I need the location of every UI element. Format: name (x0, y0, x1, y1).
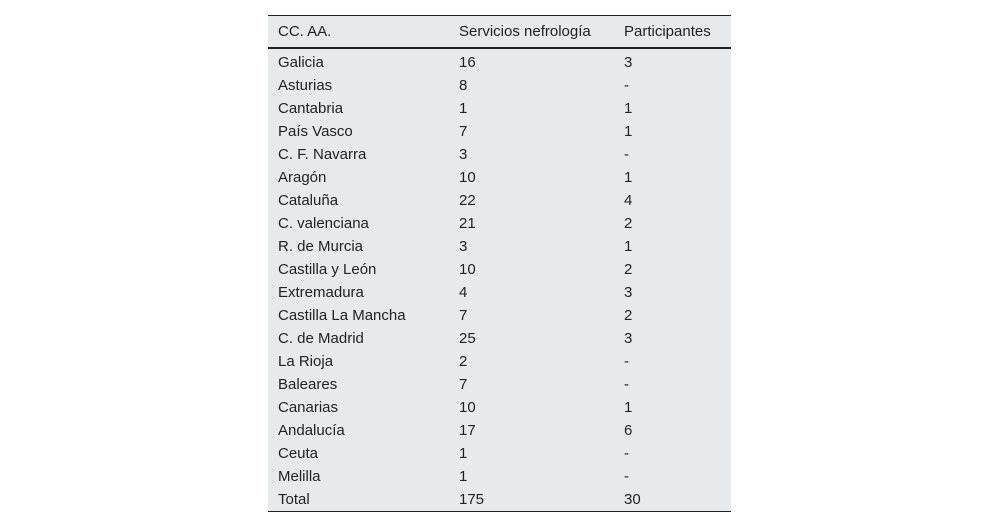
cell-services: 1 (459, 100, 468, 117)
table-row (268, 396, 731, 419)
cell-region: R. de Murcia (278, 238, 364, 255)
cell-participants: - (624, 353, 629, 370)
cell-region: Andalucía (278, 422, 345, 439)
cell-participants: 1 (624, 399, 633, 416)
table-row (268, 212, 731, 235)
cell-region: Total (278, 491, 310, 508)
cell-region: Cantabria (278, 100, 344, 117)
table-header (268, 16, 731, 48)
cell-services: 7 (459, 307, 468, 324)
table-row (268, 419, 731, 442)
table-row (268, 48, 731, 74)
cell-services: 10 (459, 399, 476, 416)
data-table-container (268, 15, 731, 512)
cell-participants: 3 (624, 284, 633, 301)
cell-services: 4 (459, 284, 468, 301)
cell-services: 22 (459, 192, 476, 209)
table-row (268, 465, 731, 488)
cell-participants: 2 (624, 261, 633, 278)
cell-services: 21 (459, 215, 476, 232)
cell-services: 10 (459, 169, 476, 186)
header-participants: Participantes (614, 16, 731, 48)
cell-services: 175 (459, 491, 485, 508)
cell-participants: 1 (624, 169, 633, 186)
cell-participants: - (624, 146, 629, 163)
cell-region: Baleares (278, 376, 338, 393)
table-row (268, 442, 731, 465)
cell-region: C. valenciana (278, 215, 369, 232)
cell-region: Extremadura (278, 284, 364, 301)
cell-region: C. de Madrid (278, 330, 364, 347)
cell-participants: 30 (624, 491, 641, 508)
cell-region: Cataluña (278, 192, 339, 209)
cell-region: C. F. Navarra (278, 146, 367, 163)
table-row (268, 235, 731, 258)
cell-region: La Rioja (278, 353, 334, 370)
header-row (268, 16, 731, 48)
total-row (268, 488, 731, 511)
cell-participants: 1 (624, 123, 633, 140)
cell-participants: - (624, 468, 629, 485)
cell-region: Castilla y León (278, 261, 377, 278)
cell-region: Asturias (278, 77, 333, 94)
cell-participants: 1 (624, 238, 633, 255)
header-services: Servicios nefrología (449, 16, 614, 48)
nephrology-services-table (268, 16, 731, 511)
table-row (268, 189, 731, 212)
cell-participants: 1 (624, 100, 633, 117)
cell-region: Castilla La Mancha (278, 307, 406, 324)
table-row (268, 281, 731, 304)
cell-services: 25 (459, 330, 476, 347)
cell-region: País Vasco (278, 123, 353, 140)
cell-participants: - (624, 445, 629, 462)
cell-services: 8 (459, 77, 468, 94)
cell-services: 16 (459, 54, 476, 71)
table-row (268, 74, 731, 97)
cell-region: Galicia (278, 54, 324, 71)
cell-services: 1 (459, 445, 468, 462)
cell-participants: 4 (624, 192, 633, 209)
table-row (268, 97, 731, 120)
cell-region: Canarias (278, 399, 339, 416)
cell-participants: 2 (624, 215, 633, 232)
cell-participants: - (624, 376, 629, 393)
cell-region: Aragón (278, 169, 327, 186)
table-body (268, 48, 731, 511)
cell-services: 3 (459, 238, 468, 255)
table-row (268, 327, 731, 350)
cell-services: 7 (459, 376, 468, 393)
table-row (268, 373, 731, 396)
cell-services: 17 (459, 422, 476, 439)
cell-services: 7 (459, 123, 468, 140)
table-row (268, 143, 731, 166)
cell-region: Ceuta (278, 445, 319, 462)
cell-participants: 6 (624, 422, 633, 439)
table-row (268, 166, 731, 189)
cell-services: 1 (459, 468, 468, 485)
cell-services: 10 (459, 261, 476, 278)
cell-region: Melilla (278, 468, 321, 485)
cell-participants: 2 (624, 307, 633, 324)
table-row (268, 120, 731, 143)
cell-services: 2 (459, 353, 468, 370)
header-region: CC. AA. (268, 16, 449, 48)
cell-services: 3 (459, 146, 468, 163)
cell-participants: - (624, 77, 629, 94)
table-row (268, 258, 731, 281)
cell-participants: 3 (624, 330, 633, 347)
cell-participants: 3 (624, 54, 633, 71)
table-row (268, 304, 731, 327)
table-row (268, 350, 731, 373)
